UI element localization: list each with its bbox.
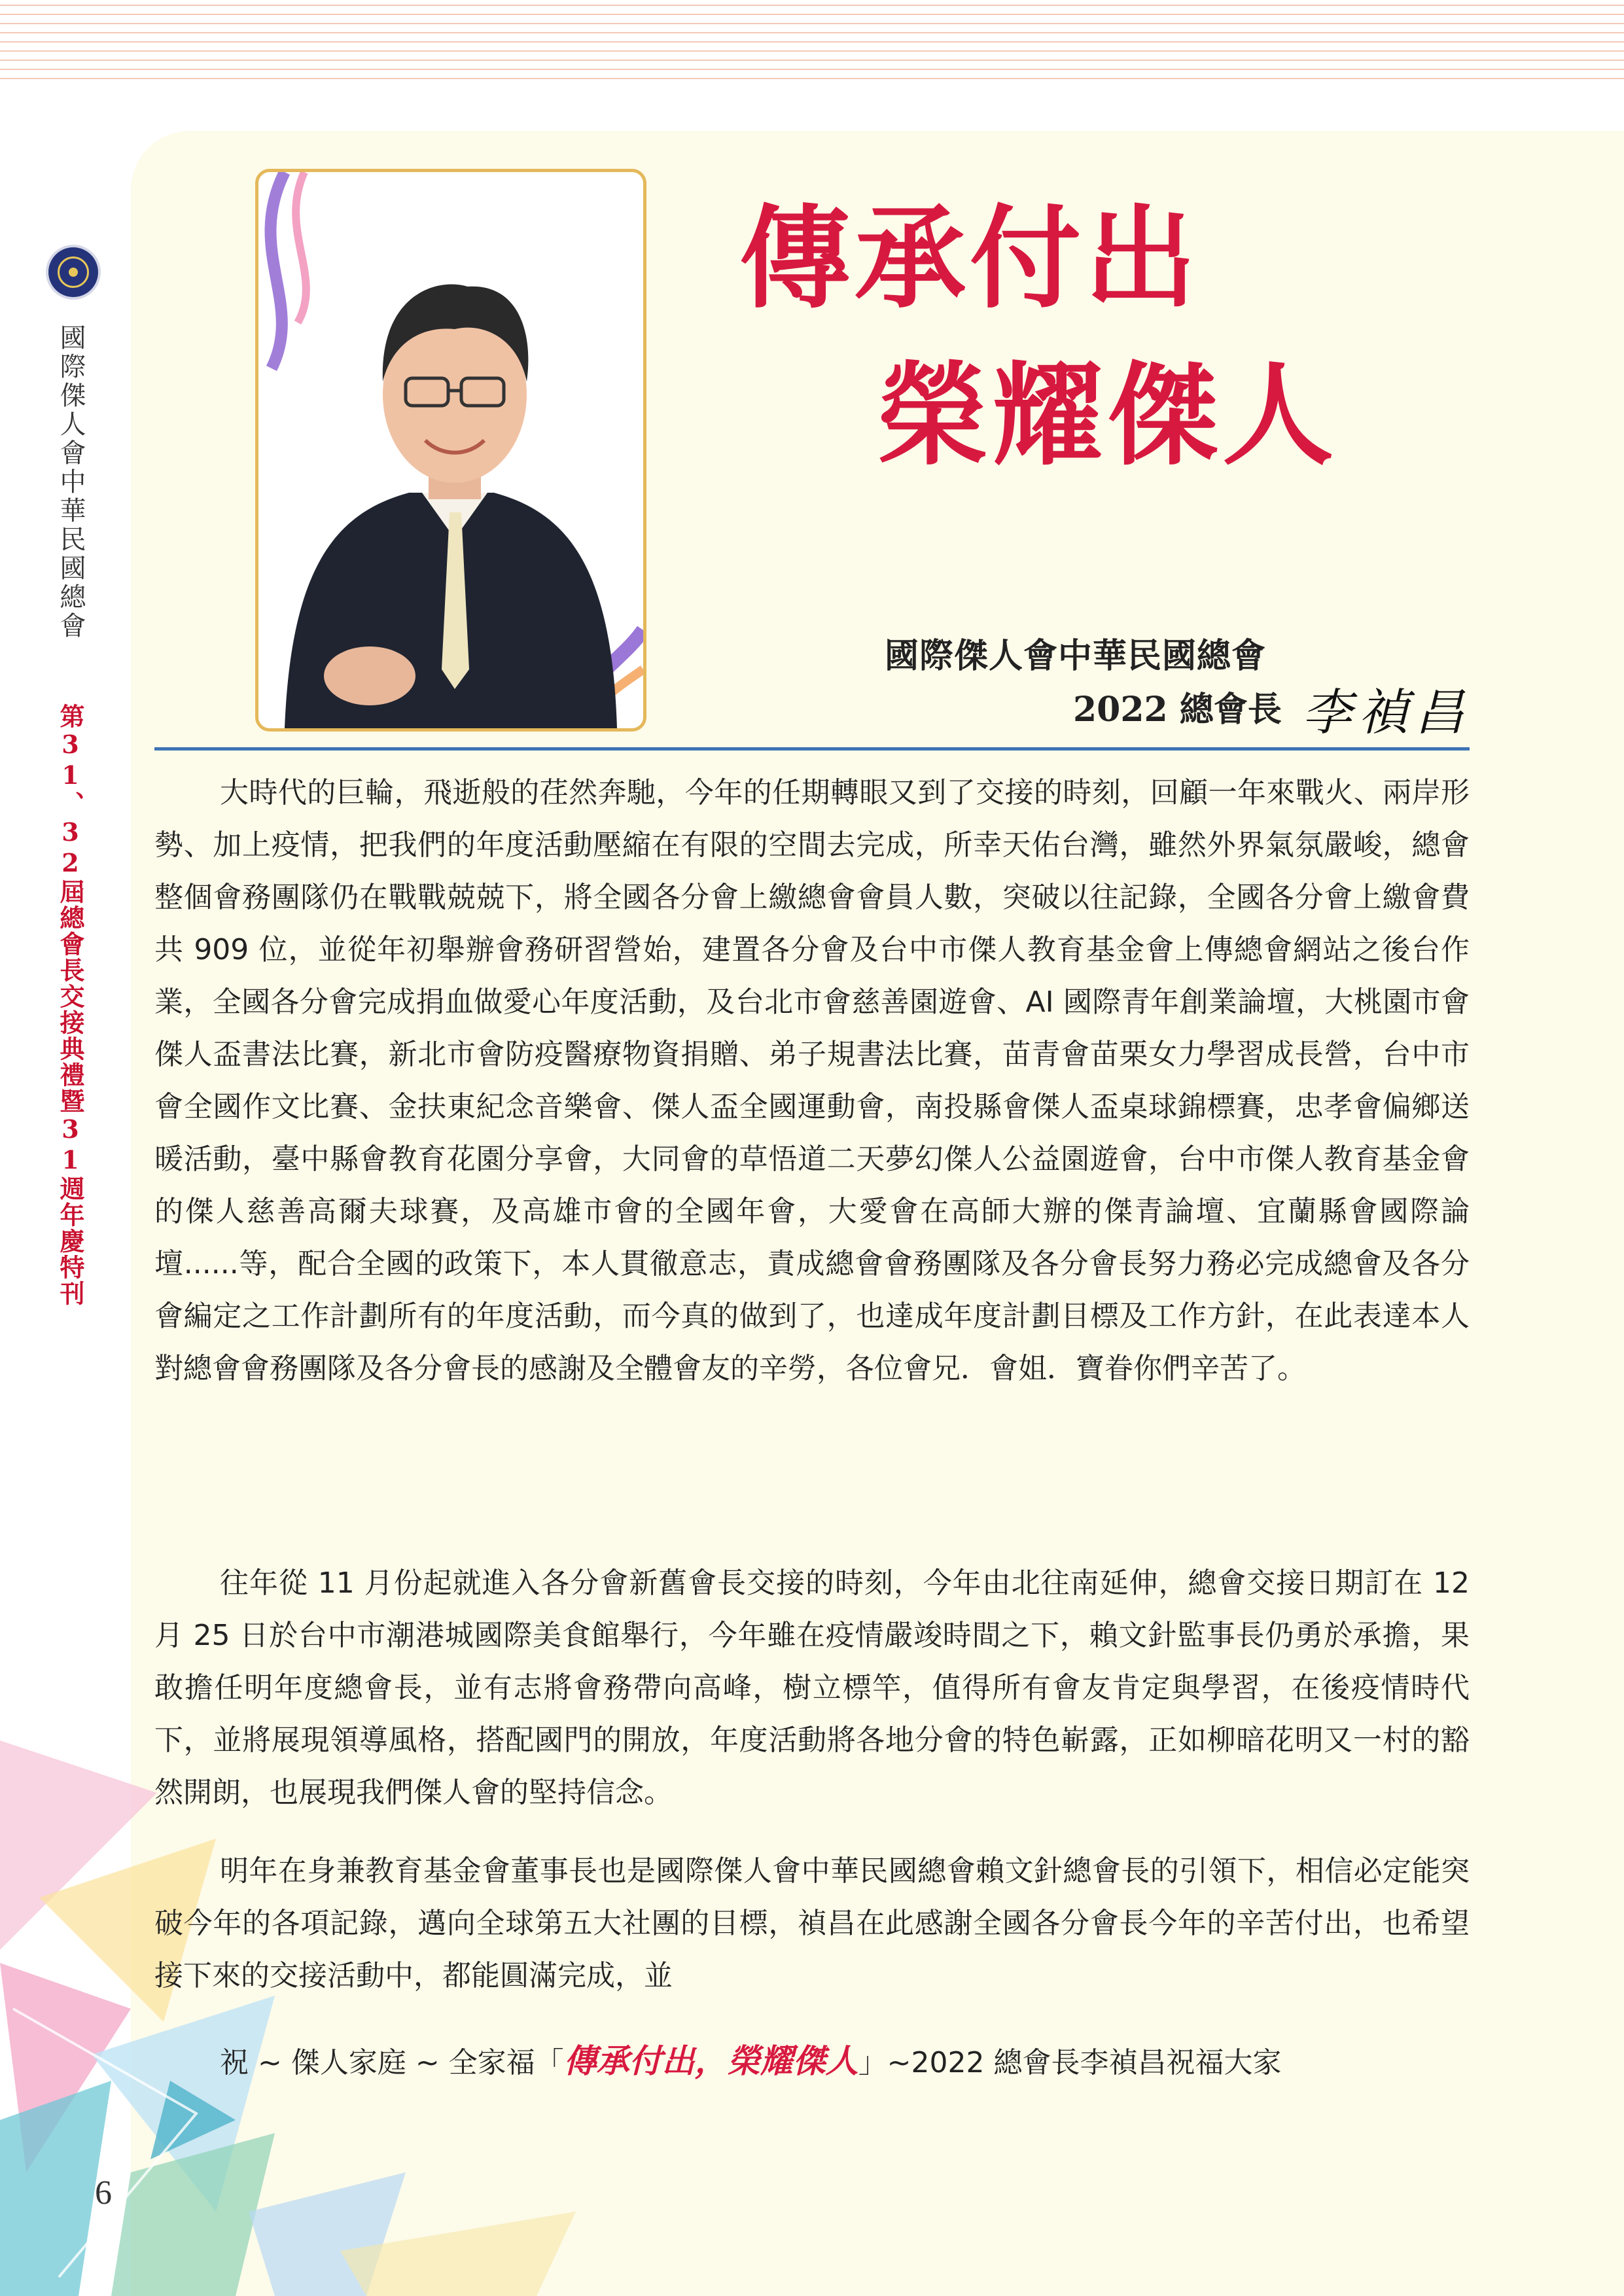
author-signature: 李禎昌	[1302, 683, 1471, 741]
blessing-suffix: 」~2022 總會長李禎昌祝福大家	[858, 2046, 1282, 2079]
blessing-highlight: 傳承付出，榮耀傑人	[563, 2041, 858, 2080]
paragraph-text: 大時代的巨輪，飛逝般的荏然奔馳，今年的任期轉眼又到了交接的時刻，回顧一年來戰火、兩岸形勢、加上疫情，把我們的年度活動壓縮在有限的空間去完成，所幸天佑台灣，雖然外界氣氛嚴峻，總會整個會務團隊仍在戰戰兢兢下，將全國各分會上繳總會會員人數，突破以往記錄，全國各分會上繳會費共 909 位，並從年初舉辦會務研習營始，建置各分會及台中市傑人教育基金會上傳總會網站之後台作業，全國各分會完成捐血做愛心年度活動，及台北市會慈善園遊會、AI 國際青年創業論壇，大桃園市會傑人盃書法比賽，新北市會防疫醫療物資捐贈、弟子規書法比賽，苗青會苗栗女力學習成長營，台中市會全國作文比賽、金扶東紀念音樂會、傑人盃全國運動會，南投縣會傑人盃桌球錦標賽，忠孝會偏鄉送暖活動，臺中縣會教育花園分享會，大同會的草悟道二天夢幻傑人公益園遊會，台中市傑人教育基金會的傑人慈善高爾夫球賽，及高雄市會的全國年會，大愛會在高師大辦的傑青論壇、宜蘭縣會國際論壇......等，配合全國的政策下，本人貫徹意志，責成總會會務團隊及各分會長努力務必完成總會及各分會編定之工作計劃所有的年度活動，而今真的做到了，也達成年度計劃目標及工作方針，在此表達本人對總會會務團隊及各分會長的感謝及全體會友的辛勞，各位會兄．會姐．寶眷你們辛苦了。	[154, 776, 1470, 1385]
body-paragraph-3	[154, 1845, 1470, 2002]
article-title-line-1: 傳承付出	[739, 193, 1201, 324]
logo-center-icon	[69, 268, 78, 277]
sidebar-organization-name: 國際傑人會中華民國總會	[56, 324, 86, 641]
header-stripes	[0, 0, 1624, 98]
paragraph-text: 往年從 11 月份起就進入各分會新舊會長交接的時刻，今年由北往南延伸，總會交接日期訂在 12 月 25 日於台中市潮港城國際美食館舉行，今年雖在疫情嚴竣時間之下，賴文針監事長仍勇於承擔，果敢擔任明年度總會長，並有志將會務帶向高峰，樹立標竿，值得所有會友肯定與學習，在後疫情時代下，並將展現領導風格，搭配國門的開放，年度活動將各地分會的特色嶄露，正如柳暗花明又一村的豁然開朗，也展現我們傑人會的堅持信念。	[154, 1566, 1470, 1809]
body-paragraph-2	[154, 1557, 1470, 1819]
sidebar-edition-title: 第31、32屆總會長交接典禮暨31週年慶特刊	[56, 703, 85, 1307]
portrait-photo	[255, 169, 646, 732]
paragraph-text: 明年在身兼教育基金會董事長也是國際傑人會中華民國總會賴文針總會長的引領下，相信必定能突破今年的各項記錄，邁向全球第五大社團的目標，禎昌在此感謝全國各分會長今年的辛苦付出，也希望接下來的交接活動中，都能圓滿完成，並	[154, 1854, 1470, 1992]
section-divider	[154, 747, 1470, 751]
body-paragraph-1	[154, 767, 1470, 1395]
author-role: 2022 總會長	[1073, 690, 1282, 730]
blessing-prefix: 祝 ~ 傑人家庭 ~ 全家福「	[220, 2046, 564, 2079]
author-organization: 國際傑人會中華民國總會	[885, 636, 1267, 676]
closing-blessing	[220, 2035, 1282, 2089]
article-title-line-2: 榮耀傑人	[877, 350, 1338, 481]
page-number: 6	[95, 2174, 112, 2212]
association-logo	[48, 247, 98, 297]
